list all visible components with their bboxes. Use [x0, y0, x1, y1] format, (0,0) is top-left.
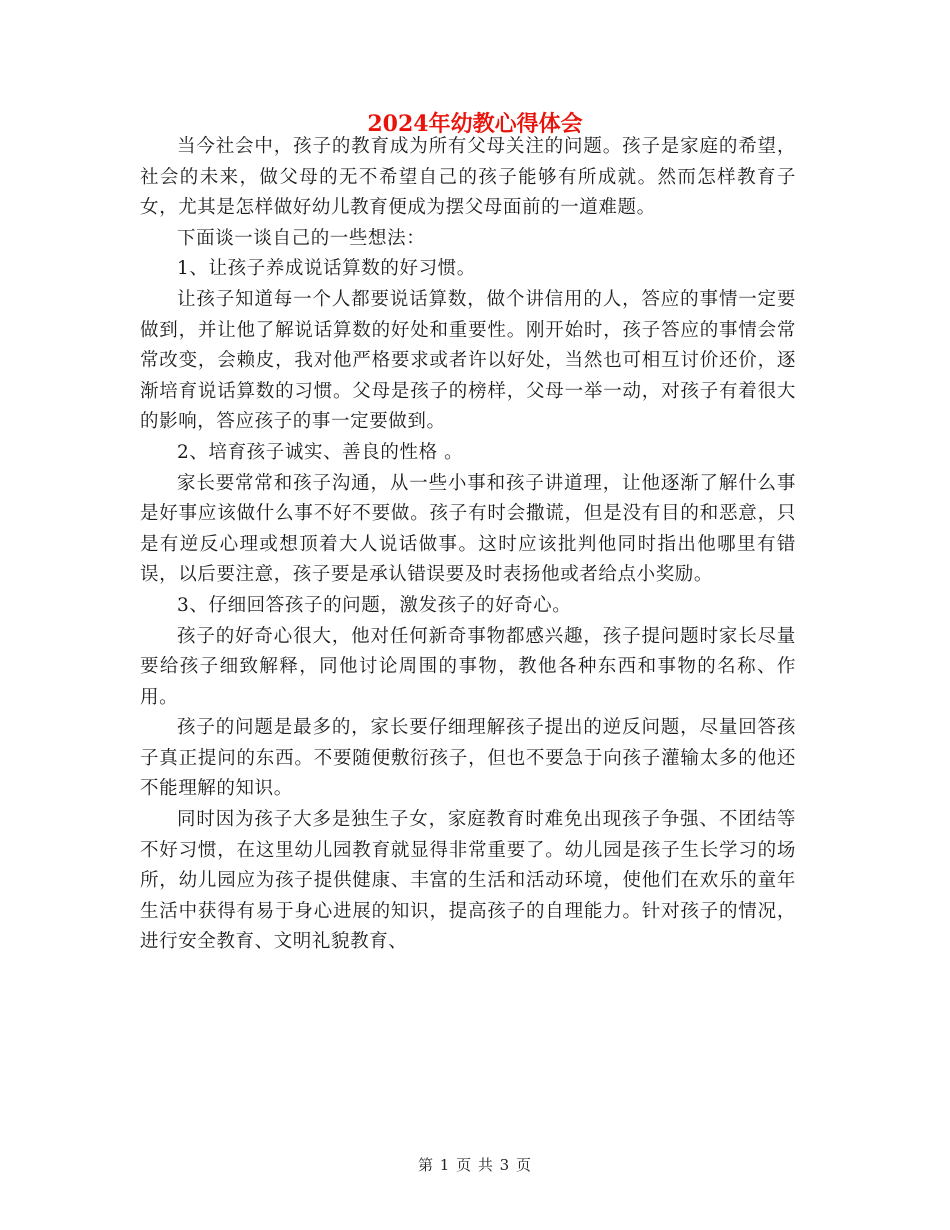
paragraph-intro: 当今社会中，孩子的教育成为所有父母关注的问题。孩子是家庭的希望，社会的未来，做父母的无不希望自己的孩子能够有所成就。然而怎样教育子女，尤其是怎样做好幼儿教育便成为摆父母面前的一道难题。	[140, 136, 796, 219]
document-body	[140, 132, 796, 958]
heading-point-2: 2、培育孩子诚实、善良的性格 。	[177, 441, 464, 463]
paragraph-point-1: 让孩子知道每一个人都要说话算数，做个讲信用的人，答应的事情一定要做到，并让他了解说话算数的好处和重要性。刚开始时，孩子答应的事情会常常改变，会赖皮，我对他严格要求或者许以好处，当然也可相互讨价还价，逐渐培育说话算数的习惯。父母是孩子的榜样，父母一举一动，对孩子有着很大的影响，答应孩子的事一定要做到。	[140, 288, 796, 433]
document-title: 2024年幼教心得体会	[367, 111, 583, 137]
paragraph-point-3a: 孩子的好奇心很大，他对任何新奇事物都感兴趣，孩子提问题时家长尽量要给孩子细致解释，同他讨论周围的事物，教他各种东西和事物的名称、作用。	[140, 625, 796, 708]
heading-point-3: 3、仔细回答孩子的问题，激发孩子的好奇心。	[177, 594, 572, 616]
page-footer: 第 1 页 共 3 页	[418, 1156, 532, 1174]
paragraph-lead-in: 下面谈一谈自己的一些想法：	[177, 227, 426, 249]
paragraph-kindergarten: 同时因为孩子大多是独生子女，家庭教育时难免出现孩子争强、不团结等不好习惯，在这里幼儿园教育就显得非常重要了。幼儿园是孩子生长学习的场所，幼儿园应为孩子提供健康、丰富的生活和活动环境，使他们在欢乐的童年生活中获得有易于身心进展的知识，提高孩子的自理能力。针对孩子的情况，进行安全教育、文明礼貌教育、	[140, 809, 796, 953]
paragraph-point-3b: 孩子的问题是最多的，家长要仔细理解孩子提出的逆反问题，尽量回答孩子真正提问的东西。不要随便敷衍孩子，但也不要急于向孩子灌输太多的他还不能理解的知识。	[140, 717, 796, 800]
paragraph-point-2: 家长要常常和孩子沟通，从一些小事和孩子讲道理，让他逐渐了解什么事是好事应该做什么事不好不要做。孩子有时会撒谎，但是没有目的和恶意，只是有逆反心理或想顶着大人说话做事。这时应该批判他同时指出他哪里有错误，以后要注意，孩子要是承认错误要及时表扬他或者给点小奖励。	[140, 472, 796, 586]
heading-point-1: 1、让孩子养成说话算数的好习惯。	[177, 258, 476, 280]
